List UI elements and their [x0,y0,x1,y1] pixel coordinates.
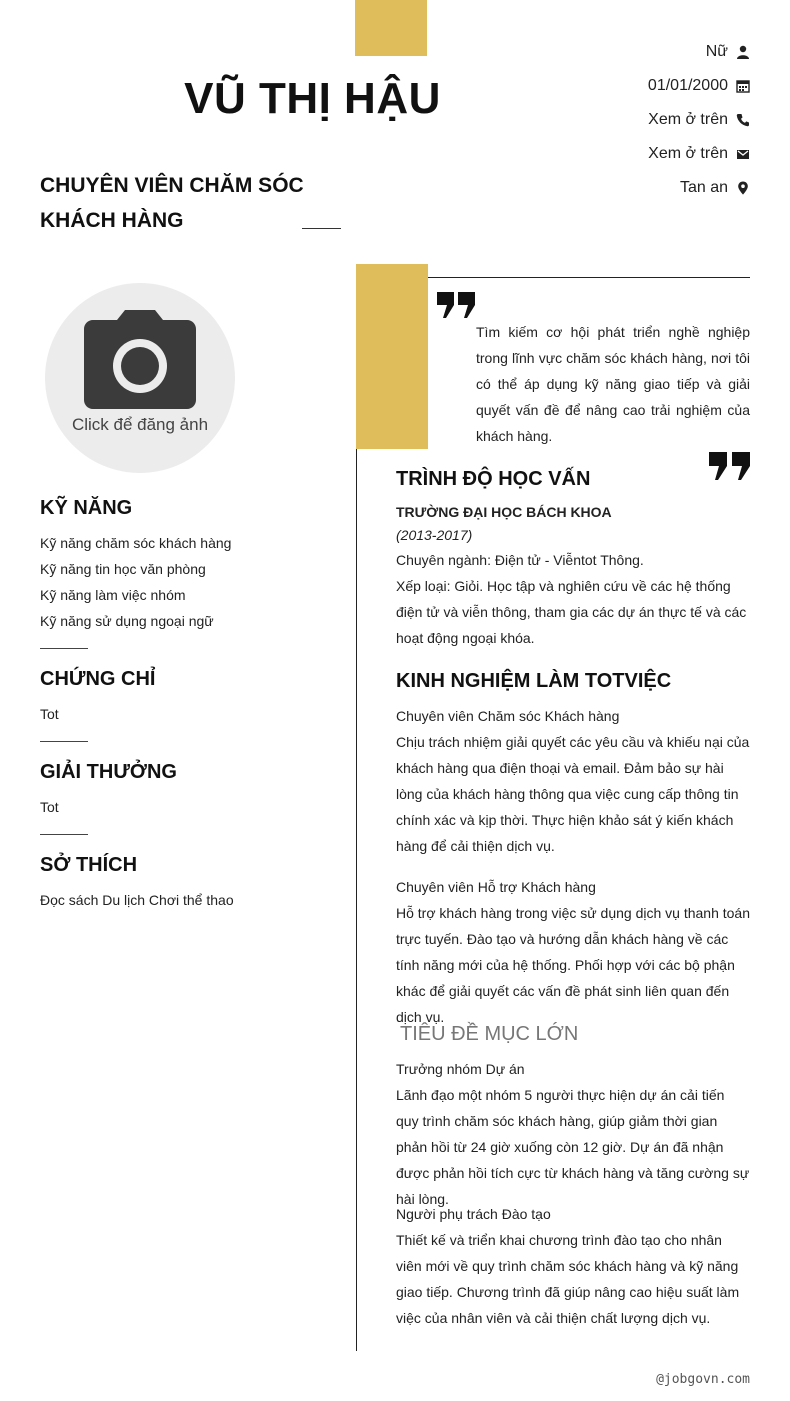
skill-item[interactable]: Kỹ năng sử dụng ngoại ngữ [40,613,214,629]
candidate-name[interactable]: VŨ THỊ HẬU [184,74,441,123]
column-divider [356,449,357,1351]
education-title[interactable]: TRÌNH ĐỘ HỌC VẤN [396,468,591,490]
mail-icon [736,147,750,161]
job-role[interactable]: Chuyên viên Hỗ trợ Khách hàng [396,879,596,895]
summary-accent-panel [356,264,428,449]
extra-description[interactable]: Thiết kế và triển khai chương trình đào tạo cho nhân viên mới về quy trình chăm sóc khách hàng và kỹ năng giao tiếp. Chương trình đã giúp nâng cao hiệu suất làm việc của nhân viên và cải thiện chất lượng dịch vụ. [396,1232,740,1326]
education-period[interactable]: (2013-2017) [396,527,473,543]
education-school[interactable]: TRƯỜNG ĐẠI HỌC BÁCH KHOA [396,504,612,520]
certificates-title[interactable]: CHỨNG CHỈ [40,668,156,690]
gender-value[interactable]: Nữ [705,43,728,60]
calendar-icon [736,79,750,93]
section-divider [40,741,88,742]
top-accent-block [355,0,427,56]
hobbies-title[interactable]: SỞ THÍCH [40,854,138,876]
avatar-upload[interactable] [45,283,235,473]
contact-email[interactable] [490,142,750,166]
job-description[interactable]: Chịu trách nhiệm giải quyết các yêu cầu và khiếu nại của khách hàng qua điện thoại và email. Đảm bảo sự hài lòng của khách hàng thông qua việc cung cấp thông tin chính xác và kịp thời. Thực hiện khảo sát ý kiến khách hàng để cải thiện dịch vụ. [396,734,750,854]
contact-phone[interactable] [490,108,750,132]
quote-close-icon [709,452,750,480]
summary-rule [428,277,750,278]
skill-item[interactable]: Kỹ năng làm việc nhóm [40,587,186,603]
hobbies-text[interactable]: Đọc sách Du lịch Chơi thể thao [40,892,234,908]
awards-title[interactable]: GIẢI THƯỞNG [40,761,177,783]
title-divider [302,228,341,229]
section-divider [40,834,88,835]
birthday-value[interactable]: 01/01/2000 [647,77,728,94]
education-detail[interactable]: Xếp loại: Giỏi. Học tập và nghiên cứu về các hệ thống điện tử và viễn thông, tham gia các dự án thực tế và các hoạt động ngoại khóa. [396,578,747,646]
email-value[interactable]: Xem ở trên [648,145,728,162]
contact-birthday[interactable] [490,74,750,98]
extra-role[interactable]: Trưởng nhóm Dự án [396,1061,525,1077]
footer-watermark: @jobgovn.com [656,1372,750,1387]
contact-address[interactable] [490,176,750,200]
job-title[interactable]: CHUYÊN VIÊN CHĂM SÓC KHÁCH HÀNG [40,174,304,232]
experience-title[interactable]: KINH NGHIỆM LÀM TOTVIỆC [396,670,672,692]
extra-description[interactable]: Lãnh đạo một nhóm 5 người thực hiện dự án cải tiến quy trình chăm sóc khách hàng, giúp giảm thời gian phản hồi từ 24 giờ xuống còn 12 giờ. Dự án đã nhận được phản hồi tích cực từ khách hàng và tăng cường sự hài lòng. [396,1087,750,1207]
contact-gender[interactable] [490,40,750,64]
phone-icon [736,113,750,127]
job-description[interactable]: Hỗ trợ khách hàng trong việc sử dụng dịch vụ thanh toán trực tuyến. Đào tạo và hướng dẫn khách hàng về các tính năng mới của hệ thống. Phối hợp với các bộ phận khác để giải quyết các vấn đề phát sinh liên quan đến dịch vụ. [396,905,750,1025]
section-divider [40,648,88,649]
address-value[interactable]: Tan an [679,179,728,196]
extra-role[interactable]: Người phụ trách Đào tạo [396,1206,551,1222]
camera-icon [83,310,197,410]
skill-item[interactable]: Kỹ năng chăm sóc khách hàng [40,535,232,551]
skill-item[interactable]: Kỹ năng tin học văn phòng [40,561,206,577]
education-major[interactable]: Chuyên ngành: Điện tử - Viễntot Thông. [396,552,644,568]
job-role[interactable]: Chuyên viên Chăm sóc Khách hàng [396,708,620,724]
quote-open-icon [437,292,475,318]
awards-text[interactable]: Tot [40,799,59,815]
extra-section-title[interactable]: TIÊU ĐỀ MỤC LỚN [400,1023,579,1045]
career-objective[interactable]: Tìm kiếm cơ hội phát triển nghề nghiệp trong lĩnh vực chăm sóc khách hàng, nơi tôi có thể áp dụng kỹ năng giao tiếp và giải quyết vấn đề để nâng cao trải nghiệm của khách hàng. [476,324,750,444]
certificates-text[interactable]: Tot [40,706,59,722]
upload-photo-label: Click để đăng ảnh [71,415,209,434]
skills-title[interactable]: KỸ NĂNG [40,497,133,519]
person-icon [736,45,750,59]
phone-value[interactable]: Xem ở trên [648,111,728,128]
location-pin-icon [736,181,750,195]
